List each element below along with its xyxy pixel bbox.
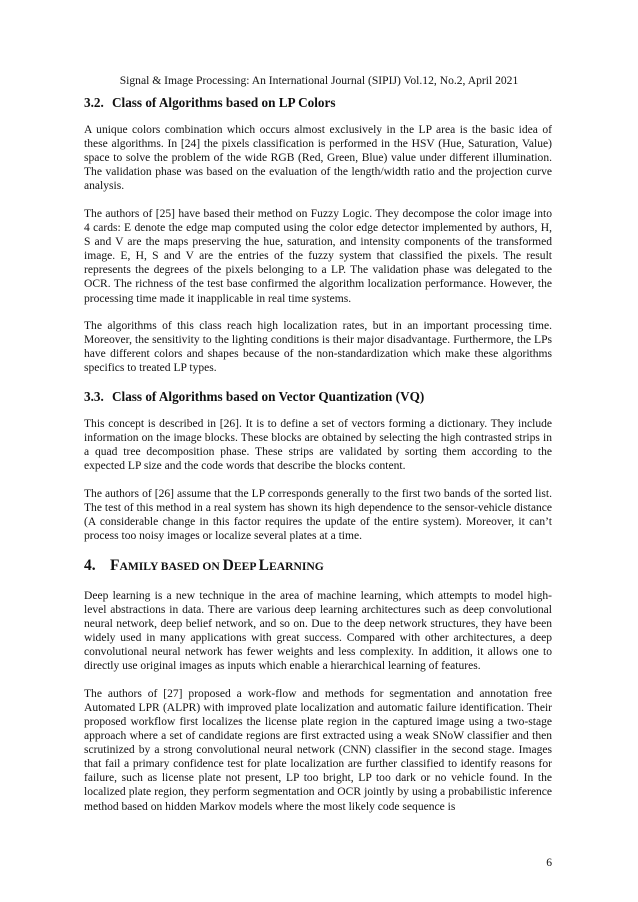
paragraph: The algorithms of this class reach high localization rates, but in an important processing time. Moreover, the sensitivity to the lighting conditions is their major disadvantage. Furthermore, the LPs have different colors and shapes because of the non-standardization which make these algorithms specifics to treated LP types.: [84, 320, 552, 375]
paragraph: A unique colors combination which occurs almost exclusively in the LP area is the basic idea of these algorithms. In [24] the pixels classification is performed in the HSV (Hue, Saturation, Value) space to solve the problem of the wide RGB (Red, Green, Blue) value under different illumination. The validation phase was based on the evaluation of the length/width ratio and the projection curve analysis.: [84, 124, 552, 193]
section-title: Class of Algorithms based on LP Colors: [112, 95, 336, 110]
running-header: Signal & Image Processing: An International Journal (SIPIJ) Vol.12, No.2, April 2021: [119, 74, 519, 87]
page-number: 6: [546, 856, 552, 869]
section-number: 4.: [84, 556, 96, 574]
paragraph: Deep learning is a new technique in the area of machine learning, which attempts to model high-level abstractions in data. There are various deep learning architectures such as deep convolutional neural network, deep belief network, and so on. Due to the deep network structures, they have been widely used in many applications with great success. Compared with other architectures, a deep convolutional neural network has fewer weights and less complexity. In addition, it allows one to directly use original images as inputs which enable a hierarchical learning of features.: [84, 589, 552, 673]
paragraph: The authors of [25] have based their method on Fuzzy Logic. They decompose the color image into 4 cards: E denote the edge map computed using the color edge detector implemented by authors, H, S and V are the maps preserving the hue, saturation, and intensity components of the transformed image. E, H, S and V are the entries of the fuzzy system that classified the pixels. The result represents the degrees of the pixels belonging to a LP. The validation phase was delegated to the OCR. The richness of the test base confirmed the algorithm localization performance. However, the processing time made it inapplicable in real time systems.: [84, 207, 552, 305]
paragraph: The authors of [27] proposed a work-flow and methods for segmentation and annotation free Automated LPR (ALPR) with improved plate localization and automatic failure identification. Their proposed workflow first localizes the license plate region in the captured image using a two-stage approach where a set of candidate regions are first extracted using a weak SNoW classifier and then scrutinized by a strong convolutional neural network (CNN) classifier in the second stage. Images that fail a primary confidence test for plate localization are further classified to identify reasons for failure, such as license plate not present, LP too bright, LP too dark or no vehicle found. In the localized plate region, they perform segmentation and OCR jointly by using a probabilistic inference method based on hidden Markov models where the most likely code sequence is: [84, 687, 552, 813]
section-title: Class of Algorithms based on Vector Quantization (VQ): [112, 389, 425, 404]
section-heading-4: [84, 557, 552, 576]
section-title: FAMILY BASED ON DEEP LEARNING: [110, 556, 324, 574]
section-heading-3-2: [84, 95, 552, 111]
paragraph: This concept is described in [26]. It is to define a set of vectors forming a dictionary. They include information on the image blocks. These blocks are obtained by selecting the high contrasted strips in a quad tree decomposition phase. These strips are validated by sorting them according to the expected LP size and the code words that describe the blocks content.: [84, 418, 552, 473]
paragraph: The authors of [26] assume that the LP corresponds generally to the first two bands of the sorted list. The test of this method in a real system has shown its high dependence to the sensor-vehicle distance (A considerable change in this factor requires the update of the entire system). Moreover, it can’t process too noisy images or localize several plates at a time.: [84, 487, 552, 543]
section-number: 3.2.: [84, 95, 104, 110]
section-heading-3-3: [84, 389, 552, 405]
page-body: [84, 95, 552, 827]
section-number: 3.3.: [84, 389, 104, 404]
